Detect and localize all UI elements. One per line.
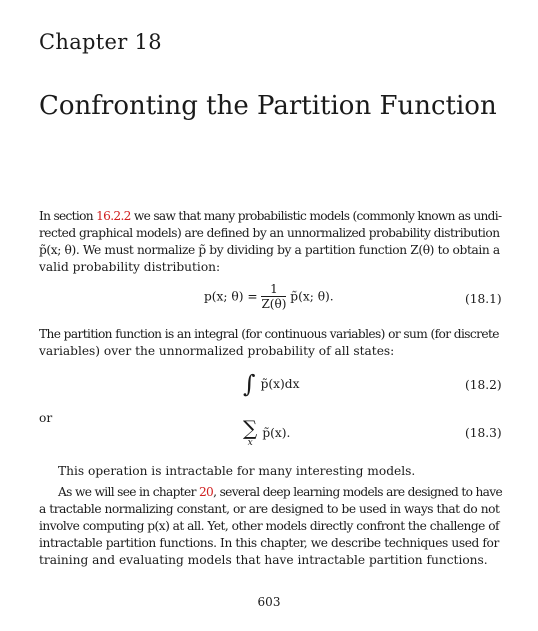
para1-text: we saw that many probabilistic models (commonly known as undi- xyxy=(130,209,502,223)
eq3-body: p̃(x). xyxy=(262,426,291,440)
eq1-numerator: 1 xyxy=(261,283,286,297)
eq1-rhs: p̃(x; θ). xyxy=(290,289,334,304)
chapter-label: Chapter 18 xyxy=(39,30,162,54)
eq1-denominator: Z(θ) xyxy=(261,297,287,311)
para2-line2: variables) over the unnormalized probability of all states: xyxy=(39,344,395,358)
para3: This operation is intractable for many interesting models. xyxy=(58,464,416,478)
sum-operator xyxy=(243,418,257,448)
sum-sign: ∑ xyxy=(243,416,258,440)
para4-text: As we will see in chapter xyxy=(58,485,199,499)
eq1-lhs: p(x; θ) = xyxy=(204,289,258,304)
integral-sign: ∫ xyxy=(243,370,256,398)
chapter-link[interactable]: 20 xyxy=(198,485,214,499)
para1-line3: p̃(x; θ). We must normalize p̃ by dividing by a partition function Z(θ) to obtain a xyxy=(39,243,500,257)
page-number: 603 xyxy=(257,595,281,609)
para2-line1: The partition function is an integral (for continuous variables) or sum (for discrete xyxy=(39,327,499,341)
para1-text: In section xyxy=(39,209,97,223)
equation-number: (18.1) xyxy=(465,292,502,306)
section-link[interactable]: 16.2.2 xyxy=(96,209,131,223)
eq2-body: p̃(x)dx xyxy=(260,377,300,391)
para1-line1 xyxy=(39,209,501,223)
sum-subscript: x xyxy=(247,438,253,448)
equation-18-1 xyxy=(204,283,334,311)
equation-18-2 xyxy=(243,370,299,398)
eq1-fraction xyxy=(261,283,286,311)
para4-text: , several deep learning models are designed to have xyxy=(213,485,503,499)
para4-line1 xyxy=(58,485,502,499)
para4-line4: intractable partition functions. In this chapter, we describe techniques used for xyxy=(39,536,499,550)
equation-number: (18.2) xyxy=(465,378,502,392)
para4-line2: a tractable normalizing constant, or are designed to be used in ways that do not xyxy=(39,502,500,516)
para1-line2: rected graphical models) are defined by an unnormalized probability distribution xyxy=(39,226,500,240)
para1-line4: valid probability distribution: xyxy=(39,260,221,274)
para4-line5: training and evaluating models that have intractable partition functions. xyxy=(39,553,488,567)
equation-18-3 xyxy=(243,418,290,448)
chapter-title: Confronting the Partition Function xyxy=(39,91,497,121)
para4-line3: involve computing p(x) at all. Yet, other models directly confront the challenge of xyxy=(39,519,500,533)
or-word: or xyxy=(39,411,53,425)
equation-number: (18.3) xyxy=(465,426,502,440)
